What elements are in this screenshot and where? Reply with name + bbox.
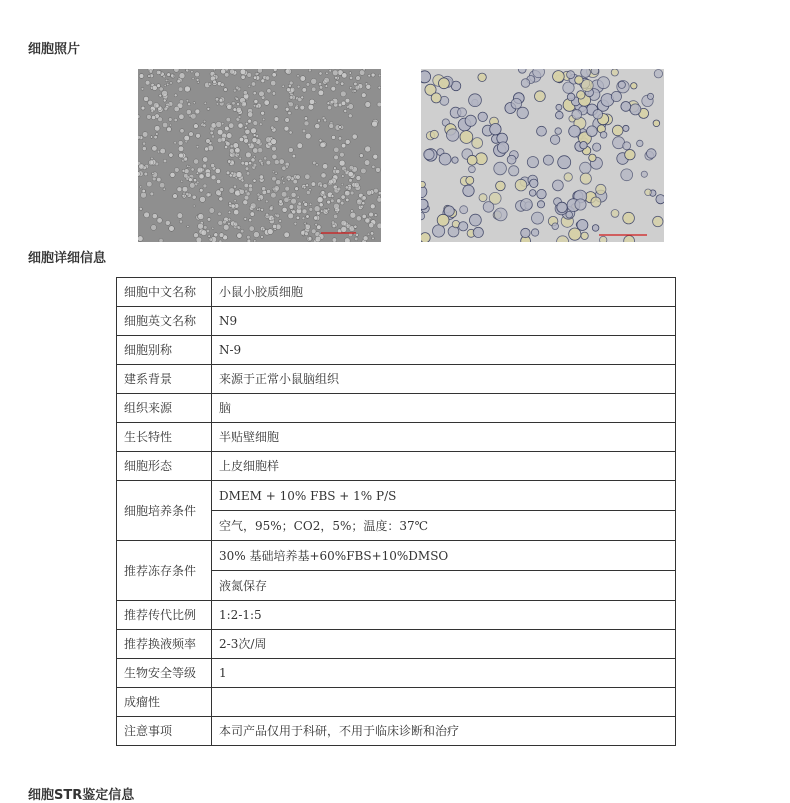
table-row — [117, 452, 676, 481]
table-row — [117, 307, 676, 336]
table-row — [117, 394, 676, 423]
row-value: 小鼠小胶质细胞 — [212, 278, 676, 307]
row-value: N9 — [212, 307, 676, 336]
table-row — [117, 659, 676, 688]
row-value: DMEM + 10% FBS + 1% P/S — [212, 481, 676, 511]
section-title-str-info: 细胞STR鉴定信息 — [28, 788, 135, 803]
row-value: 来源于正常小鼠脑组织 — [212, 365, 676, 394]
table-row — [117, 688, 676, 717]
table-row — [117, 601, 676, 630]
micrograph-image — [138, 69, 381, 242]
row-label: 细胞别称 — [117, 336, 212, 365]
row-value: 脑 — [212, 394, 676, 423]
row-value: 本司产品仅用于科研，不用于临床诊断和治疗 — [212, 717, 676, 746]
row-value: N-9 — [212, 336, 676, 365]
micrograph-image — [421, 69, 664, 242]
row-label: 组织来源 — [117, 394, 212, 423]
table-row — [117, 336, 676, 365]
row-value: 上皮细胞样 — [212, 452, 676, 481]
cell-photo-high-magnification — [421, 69, 664, 242]
row-value: 半贴壁细胞 — [212, 423, 676, 452]
table-row — [117, 630, 676, 659]
row-label: 推荐冻存条件 — [117, 541, 212, 601]
row-label: 生长特性 — [117, 423, 212, 452]
cell-info-table — [116, 277, 676, 746]
row-value: 30% 基础培养基+60%FBS+10%DMSO — [212, 541, 676, 571]
row-label: 生物安全等级 — [117, 659, 212, 688]
row-value: 液氮保存 — [212, 571, 676, 601]
row-value — [212, 688, 676, 717]
row-value: 空气，95%；CO2，5%；温度：37℃ — [212, 511, 676, 541]
row-label: 推荐换液频率 — [117, 630, 212, 659]
cell-photo-low-magnification — [138, 69, 381, 242]
table-row — [117, 423, 676, 452]
row-value: 1 — [212, 659, 676, 688]
row-label: 细胞形态 — [117, 452, 212, 481]
table-row — [117, 481, 676, 511]
table-row — [117, 365, 676, 394]
section-title-cell-photos: 细胞照片 — [28, 42, 81, 57]
row-label: 注意事项 — [117, 717, 212, 746]
row-label: 细胞培养条件 — [117, 481, 212, 541]
row-value: 1:2-1:5 — [212, 601, 676, 630]
table-row — [117, 278, 676, 307]
table-row — [117, 717, 676, 746]
row-label: 推荐传代比例 — [117, 601, 212, 630]
row-label: 细胞中文名称 — [117, 278, 212, 307]
row-label: 建系背景 — [117, 365, 212, 394]
row-value: 2-3次/周 — [212, 630, 676, 659]
table-row — [117, 541, 676, 571]
section-title-cell-details: 细胞详细信息 — [28, 251, 107, 266]
row-label: 成瘤性 — [117, 688, 212, 717]
row-label: 细胞英文名称 — [117, 307, 212, 336]
